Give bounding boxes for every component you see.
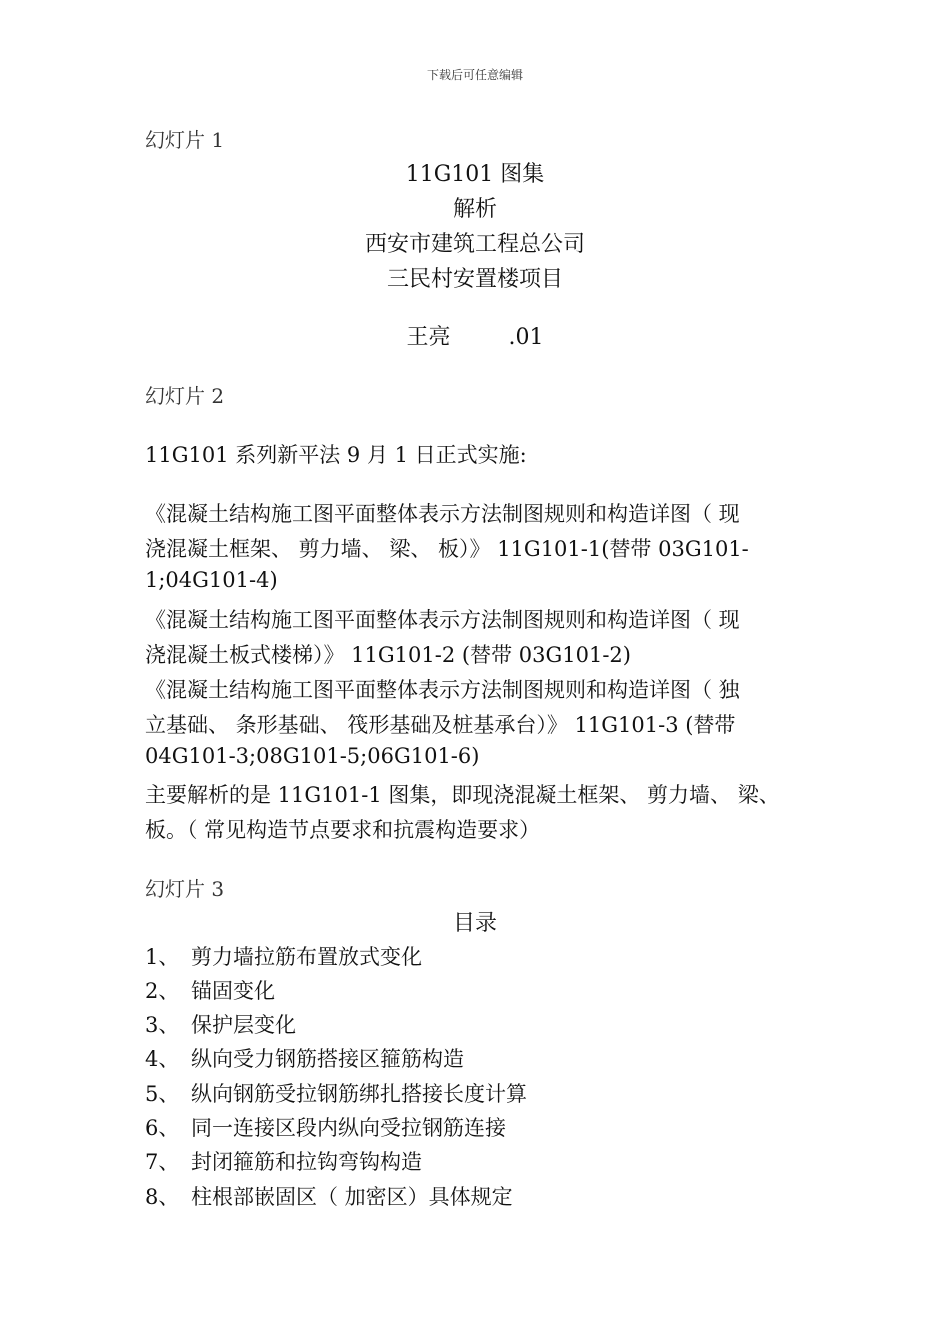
slide-1-title-line-1: 11G101 图集 (405, 162, 545, 187)
toc-item (145, 1043, 464, 1073)
toc-item-text: 剪力墙拉筋布置放式变化 (191, 945, 422, 969)
slide-1-title-line-2: 解析 (452, 197, 497, 222)
toc-item (145, 1078, 527, 1108)
toc-item-number: 2、 (145, 979, 180, 1003)
slide-1-author-line (0, 320, 950, 351)
toc-item (145, 1112, 506, 1142)
date-fragment: .01 (508, 325, 544, 350)
toc-item (145, 1146, 422, 1176)
slide-2-line-9: 主要解析的是 11G101-1 图集，即现浇混凝土框架、 剪力墙、 梁、 (145, 783, 780, 807)
toc-item-number: 1、 (145, 945, 180, 969)
slide-2-line-4: 《混凝土结构施工图平面整体表示方法制图规则和构造详图（ 现 (145, 608, 740, 632)
slide-2-line-1: 《混凝土结构施工图平面整体表示方法制图规则和构造详图（ 现 (145, 502, 740, 526)
toc-item-text: 同一连接区段内纵向受拉钢筋连接 (191, 1116, 506, 1140)
toc-item-number: 5、 (145, 1082, 180, 1106)
slide-2-line-10: 板。（ 常见构造节点要求和抗震构造要求） (145, 818, 541, 842)
slide-2-line-5: 浇混凝土板式楼梯）》 11G101-2 (替带 03G101-2) (145, 643, 631, 667)
toc-item (145, 975, 275, 1005)
toc-item-text: 柱根部嵌固区（ 加密区）具体规定 (191, 1185, 513, 1209)
slide-3-label: 幻灯片 3 (145, 877, 225, 901)
slide-2-line-7: 立基础、 条形基础、 筏形基础及桩基承台）》 11G101-3 (替带 (145, 713, 736, 737)
toc-item-number: 3、 (145, 1013, 180, 1037)
slide-1-label: 幻灯片 1 (145, 128, 225, 152)
toc-title: 目录 (452, 911, 497, 936)
slide-1-title-line-4: 三民村安置楼项目 (386, 267, 563, 292)
toc-item-number: 6、 (145, 1116, 180, 1140)
toc-item-number: 7、 (145, 1150, 180, 1174)
toc-item-text: 纵向受力钢筋搭接区箍筋构造 (191, 1047, 464, 1071)
toc-item (145, 1009, 296, 1039)
slide-2-label: 幻灯片 2 (145, 384, 225, 408)
toc-item-text: 锚固变化 (191, 979, 275, 1003)
slide-2-line-2: 浇混凝土框架、 剪力墙、 梁、 板）》 11G101-1(替带 03G101- (145, 537, 749, 561)
slide-1-title-line-3: 西安市建筑工程总公司 (364, 232, 585, 257)
slide-2-line-6: 《混凝土结构施工图平面整体表示方法制图规则和构造详图（ 独 (145, 678, 740, 702)
toc-item-number: 4、 (145, 1047, 180, 1071)
slide-2-line-8: 04G101-3;08G101-5;06G101-6) (145, 744, 480, 768)
toc-item-number: 8、 (145, 1185, 180, 1209)
toc-item-text: 保护层变化 (191, 1013, 296, 1037)
toc-item-text: 纵向钢筋受拉钢筋绑扎搭接长度计算 (191, 1082, 527, 1106)
header-note: 下载后可任意编辑 (426, 68, 523, 82)
toc-item-text: 封闭箍筋和拉钩弯钩构造 (191, 1150, 422, 1174)
author-name: 王亮 (406, 325, 451, 350)
toc-item (145, 941, 422, 971)
toc-item (145, 1181, 513, 1211)
slide-2-line-3: 1;04G101-4) (145, 568, 278, 592)
slide-2-intro: 11G101 系列新平法 9 月 1 日正式实施: (145, 443, 527, 467)
